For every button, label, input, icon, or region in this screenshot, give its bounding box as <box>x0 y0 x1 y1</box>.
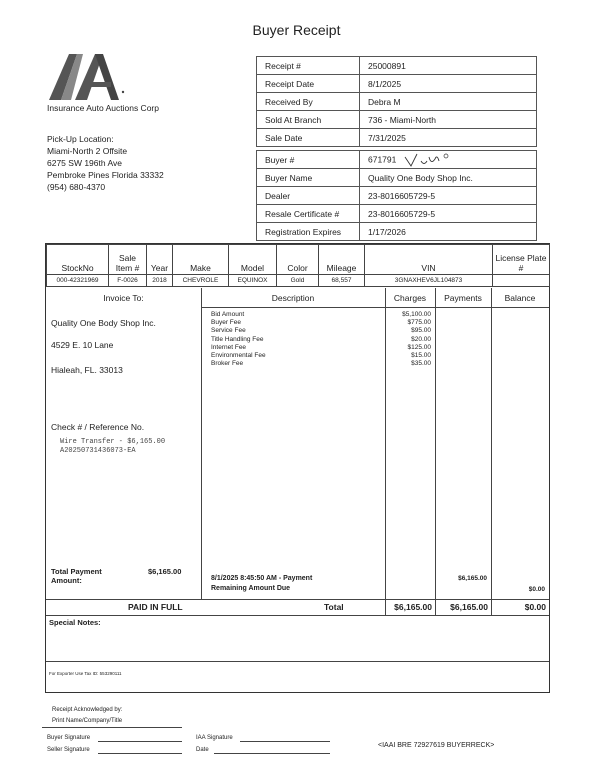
info-label: Resale Certificate # <box>257 205 360 223</box>
seller-signature-line <box>98 753 182 754</box>
pickup-label: Pick-Up Location: <box>47 134 114 144</box>
vehicle-value: 3GNAXHEV6JL104873 <box>365 275 493 287</box>
column-divider <box>435 288 436 615</box>
buyer-street: 4529 E. 10 Lane <box>51 340 114 350</box>
description-header: Description <box>271 293 315 303</box>
handwritten-initials <box>403 153 453 167</box>
pickup-line: Pembroke Pines Florida 33332 <box>47 170 164 180</box>
fee-name: Environmental Fee <box>211 352 266 360</box>
wire-transfer-line: Wire Transfer - $6,165.00 <box>60 438 166 446</box>
pickup-line: (954) 680-4370 <box>47 182 106 192</box>
buyer-signature-line <box>98 741 182 742</box>
pickup-line: Miami-North 2 Offsite <box>47 146 128 156</box>
info-label: Buyer Name <box>257 169 360 187</box>
info-value <box>360 151 537 169</box>
date-line <box>214 753 330 754</box>
column-divider <box>491 288 492 615</box>
buyer-info-table <box>256 150 537 241</box>
vehicle-header: Sale Item # <box>109 245 147 275</box>
iaa-logo <box>47 52 127 102</box>
info-value: 8/1/2025 <box>360 75 537 93</box>
print-name-label: Print Name/Company/Title <box>52 718 123 724</box>
vehicle-value <box>493 275 550 287</box>
total-payment-label: Total Payment Amount: <box>51 567 102 585</box>
check-reference-label: Check # / Reference No. <box>51 422 145 432</box>
fee-amount: $775.00 <box>407 319 431 327</box>
info-label: Sale Date <box>257 129 360 147</box>
barcode-text: <IAAI BRE 72927619 BUYERRECK> <box>378 742 495 749</box>
buyer-signature-label: Buyer Signature <box>47 735 91 741</box>
vehicle-value: 68,557 <box>319 275 365 287</box>
print-name-line <box>42 727 182 728</box>
vehicle-header: Year <box>147 245 173 275</box>
totals-divider-top <box>46 599 549 600</box>
payments-header: Payments <box>444 293 482 303</box>
company-name: Insurance Auto Auctions Corp <box>47 103 159 113</box>
vehicle-header: Color <box>277 245 319 275</box>
wire-reference-line: A20250731436073-EA <box>60 447 136 455</box>
vehicle-header: VIN <box>365 245 493 275</box>
vehicle-value: EQUINOX <box>229 275 277 287</box>
fee-amount: $15.00 <box>411 352 431 360</box>
iaa-signature-line <box>240 741 330 742</box>
balance-header: Balance <box>504 293 536 303</box>
charges-header: Charges <box>393 293 427 303</box>
fee-name: Bid Amount <box>211 311 245 318</box>
info-label: Sold At Branch <box>257 111 360 129</box>
vehicle-header: Make <box>173 245 229 275</box>
buyer-name: Quality One Body Shop Inc. <box>51 318 156 328</box>
fee-name: Internet Fee <box>211 343 247 351</box>
receipt-ack-label: Receipt Acknowledged by: <box>52 707 123 713</box>
header-divider <box>201 307 549 308</box>
info-value: 1/17/2026 <box>360 223 537 241</box>
special-notes-label: Special Notes: <box>49 618 101 627</box>
fee-amount: $20.00 <box>411 335 431 343</box>
info-label: Received By <box>257 93 360 111</box>
pickup-location <box>47 133 164 193</box>
invoice-block <box>45 243 550 693</box>
paid-in-full: PAID IN FULL <box>128 602 183 612</box>
info-label: Dealer <box>257 187 360 205</box>
fee-name: Service Fee <box>211 327 246 335</box>
buyer-city: Hialeah, FL. 33013 <box>51 365 123 375</box>
iaa-signature-label: IAA Signature <box>196 735 233 741</box>
payment-line: 8/1/2025 8:45:50 AM - Payment <box>211 575 313 582</box>
date-label: Date <box>196 747 209 753</box>
info-value: 736 - Miami-North <box>360 111 537 129</box>
remaining-label: Remaining Amount Due <box>211 585 291 592</box>
vehicle-value: CHEVROLE <box>173 275 229 287</box>
vehicle-header: License Plate # <box>493 245 550 275</box>
info-label: Registration Expires <box>257 223 360 241</box>
info-value: 23-8016605729-5 <box>360 205 537 223</box>
total-charges: $6,165.00 <box>394 602 432 612</box>
exporter-line: For Exporter Use Tax ID: 553290111 <box>49 671 122 676</box>
vehicle-value: 2018 <box>147 275 173 287</box>
column-divider <box>201 288 202 599</box>
seller-signature-label: Seller Signature <box>47 747 90 753</box>
info-value: Quality One Body Shop Inc. <box>360 169 537 187</box>
fee-list <box>211 311 266 368</box>
payment-amount: $6,165.00 <box>458 575 487 582</box>
fee-amount: $35.00 <box>411 360 431 368</box>
info-value: 7/31/2025 <box>360 129 537 147</box>
info-label: Receipt Date <box>257 75 360 93</box>
vehicle-header: StockNo <box>47 245 109 275</box>
vehicle-value: Gold <box>277 275 319 287</box>
total-balance: $0.00 <box>524 602 546 612</box>
total-payments: $6,165.00 <box>450 602 488 612</box>
notes-divider <box>46 661 549 662</box>
totals-divider-bottom <box>46 615 549 616</box>
info-value: 23-8016605729-5 <box>360 187 537 205</box>
fee-amount: $5,100.00 <box>402 311 431 318</box>
info-label: Buyer # <box>257 151 360 169</box>
charge-list <box>385 311 431 368</box>
fee-amount: $95.00 <box>411 327 431 335</box>
total-label: Total <box>324 602 344 612</box>
vehicle-table <box>46 244 550 287</box>
total-payment-value: $6,165.00 <box>148 567 182 576</box>
fee-name: Buyer Fee <box>211 319 241 327</box>
fee-name: Broker Fee <box>211 360 244 368</box>
receipt-info-table <box>256 56 537 147</box>
info-label: Receipt # <box>257 57 360 75</box>
vehicle-header: Mileage <box>319 245 365 275</box>
info-value: 25000891 <box>360 57 537 75</box>
invoice-to-header: Invoice To: <box>103 293 144 303</box>
buyer-number: 671791 <box>368 153 397 164</box>
info-value: Debra M <box>360 93 537 111</box>
fee-amount: $125.00 <box>407 343 431 351</box>
vehicle-header: Model <box>229 245 277 275</box>
pickup-line: 6275 SW 196th Ave <box>47 158 122 168</box>
remaining-amount: $0.00 <box>528 586 545 593</box>
vehicle-value: F-0026 <box>109 275 147 287</box>
vehicle-value: 000-42321969 <box>47 275 109 287</box>
fee-name: Title Handling Fee <box>211 335 264 343</box>
page-title: Buyer Receipt <box>252 22 341 38</box>
